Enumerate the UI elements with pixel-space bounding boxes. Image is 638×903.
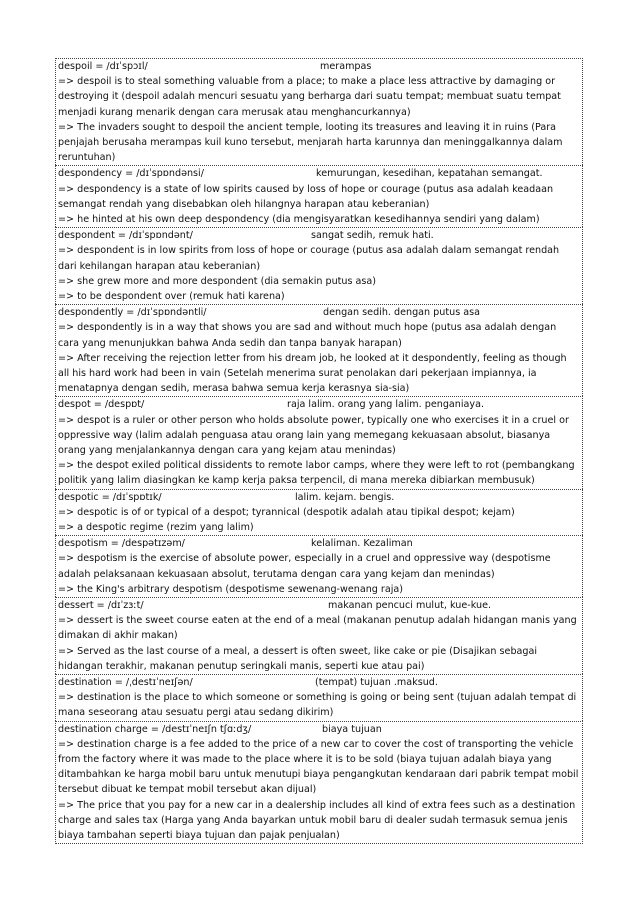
vocab-entry	[55, 396, 583, 488]
entry-term: destination = /ˌdestɪˈneɪʃən/	[58, 677, 193, 688]
vocab-entry	[55, 721, 583, 845]
entry-term: despondent = /dɪˈspɒndənt/	[58, 230, 193, 242]
entry-meaning: makanan pencuci mulut, kue-kue.	[328, 600, 492, 611]
entry-header	[58, 675, 580, 690]
vocab-entry	[55, 674, 583, 721]
entry-meaning: lalim. kejam. bengis.	[295, 491, 395, 503]
vocab-entry	[55, 58, 583, 165]
entry-term: despot = /despɒt/	[58, 399, 145, 411]
entry-line: => despondently is in a way that shows you are sad and without much hope (putus asa adalah dengan cara yang menunjukkan bahwa Anda sedih dan tanpa banyak harapan)	[58, 322, 557, 349]
entry-line: => the King's arbitrary despotism (despotisme sewenang-wenang raja)	[58, 583, 404, 595]
entry-meaning: kemurungan, kesedihan, kepatahan semangat.	[316, 168, 543, 180]
vocab-entry	[55, 165, 583, 227]
entry-header	[58, 536, 580, 551]
entry-meaning: sangat sedih, remuk hati.	[311, 230, 434, 242]
entry-line: => despotism is the exercise of absolute power, especially in a cruel and oppressive way (despotisme adalah pelaksanaan kekuasaan absolut, terutama dengan cara yang kejam dan menindas)	[58, 553, 551, 580]
vocab-entry	[55, 304, 583, 396]
vocabulary-list	[55, 58, 583, 844]
entry-header	[58, 490, 580, 505]
entry-term: despondency = /dɪˈspɒndənsi/	[58, 168, 204, 180]
entry-meaning: raja lalim. orang yang lalim. penganiaya.	[287, 399, 485, 411]
entry-term: dessert = /dɪˈzɜːt/	[58, 600, 144, 611]
vocab-entry	[55, 227, 583, 304]
entry-meaning: dengan sedih. dengan putus asa	[323, 307, 480, 319]
entry-line: => to be despondent over (remuk hati karena)	[58, 291, 285, 302]
entry-line: => Served as the last course of a meal, a dessert is often sweet, like cake or pie (Disajikan sebagai hidangan terakhir, makanan penutup seringkali manis, seperti kue atau pai)	[58, 645, 538, 672]
entry-header	[58, 305, 580, 320]
entry-meaning: (tempat) tujuan .maksud.	[315, 677, 438, 688]
entry-term: despotic = /dɪˈspɒtɪk/	[58, 491, 162, 503]
entry-line: => dessert is the sweet course eaten at the end of a meal (makanan penutup adalah hidangan manis yang dimakan di akhir makan)	[58, 615, 577, 642]
entry-line: => a despotic regime (rezim yang lalim)	[58, 522, 254, 533]
vocab-entry	[55, 535, 583, 597]
entry-header	[58, 722, 580, 737]
entry-header	[58, 59, 580, 74]
entry-line: => After receiving the rejection letter from his dream job, he looked at it despondently, feeling as though all his hard work had been in vain (Setelah menerima surat penolakan dari pekerjaan impiannya, ia menatapnya dengan sedih, merasa bahwa semua kerja kerasnya sia-sia)	[58, 352, 567, 395]
entry-header	[58, 397, 580, 412]
entry-header	[58, 228, 580, 243]
entry-meaning: biaya tujuan	[322, 723, 382, 735]
entry-line: => destination charge is a fee added to the price of a new car to cover the cost of transporting the vehicle from the factory where it was made to the place where it is to be sold (biaya tujuan adalah biaya yang ditambahkan ke harga mobil baru untuk menutupi biaya pengangkutan kendaraan dari pabrik tempat mobil tersebut dibuat ke tempat mobil tersebut akan dijual)	[58, 738, 579, 796]
entry-line: => he hinted at his own deep despondency (dia mengisyaratkan kesedihannya sendiri yang dalam)	[58, 214, 540, 225]
entry-line: => destination is the place to which someone or something is going or being sent (tujuan adalah tempat di mana seseorang atau sesuatu pergi atau sedang dikirim)	[58, 692, 577, 719]
entry-header	[58, 598, 580, 613]
entry-meaning: kelaliman. Kezaliman	[311, 538, 413, 550]
entry-line: => The invaders sought to despoil the ancient temple, looting its treasures and leaving it in ruins (Para penjajah berusaha merampas kuil kuno tersebut, menjarah harta karunnya dan meninggalkannya dalam reruntuhan)	[58, 121, 563, 164]
entry-term: despotism = /despətɪzəm/	[58, 538, 185, 550]
entry-meaning: merampas	[320, 61, 372, 72]
entry-line: => despot is a ruler or other person who holds absolute power, typically one who exercises it in a cruel or oppressive way (lalim adalah penguasa atau orang lain yang memegang kekuasaan absolut, biasanya orang yang menjalankannya dengan cara yang kejam atau menindas)	[58, 414, 569, 456]
vocab-entry	[55, 597, 583, 674]
entry-header	[58, 166, 580, 181]
entry-line: => she grew more and more despondent (dia semakin putus asa)	[58, 275, 377, 287]
entry-term: destination charge = /destɪˈneɪʃn tʃɑːdʒ/	[58, 723, 252, 735]
entry-term: despondently = /dɪˈspɒndəntli/	[58, 307, 207, 319]
entry-term: despoil = /dɪˈspɔɪl/	[58, 61, 148, 72]
entry-line: => the despot exiled political dissidents to remote labor camps, where they were left to rot (pembangkang politik yang lalim diasingkan ke kamp kerja paksa terpencil, di mana mereka dibiarkan membusuk)	[58, 460, 575, 487]
entry-line: => despotic is of or typical of a despot; tyrannical (despotik adalah atau tipikal despot; kejam)	[58, 506, 515, 518]
entry-line: => despoil is to steal something valuable from a place; to make a place less attractive by damaging or destroying it (despoil adalah mencuri sesuatu yang berharga dari suatu tempat; membuat suatu tempat menjadi kurang menarik dengan cara merusak atau menghancurkannya)	[58, 76, 561, 118]
vocab-entry	[55, 489, 583, 536]
entry-line: => despondent is in low spirits from loss of hope or courage (putus asa adalah dalam semangat rendah dari kehilangan harapan atau keberanian)	[58, 245, 560, 272]
entry-line: => The price that you pay for a new car in a dealership includes all kind of extra fees such as a destination charge and sales tax (Harga yang Anda bayarkan untuk mobil baru di dealer sudah termasuk semua jenis biaya tambahan seperti biaya tujuan dan pajak penjualan)	[58, 799, 576, 841]
entry-line: => despondency is a state of low spirits caused by loss of hope or courage (putus asa adalah keadaan semangat rendah yang disebabkan oleh hilangnya harapan atau keberanian)	[58, 183, 554, 210]
